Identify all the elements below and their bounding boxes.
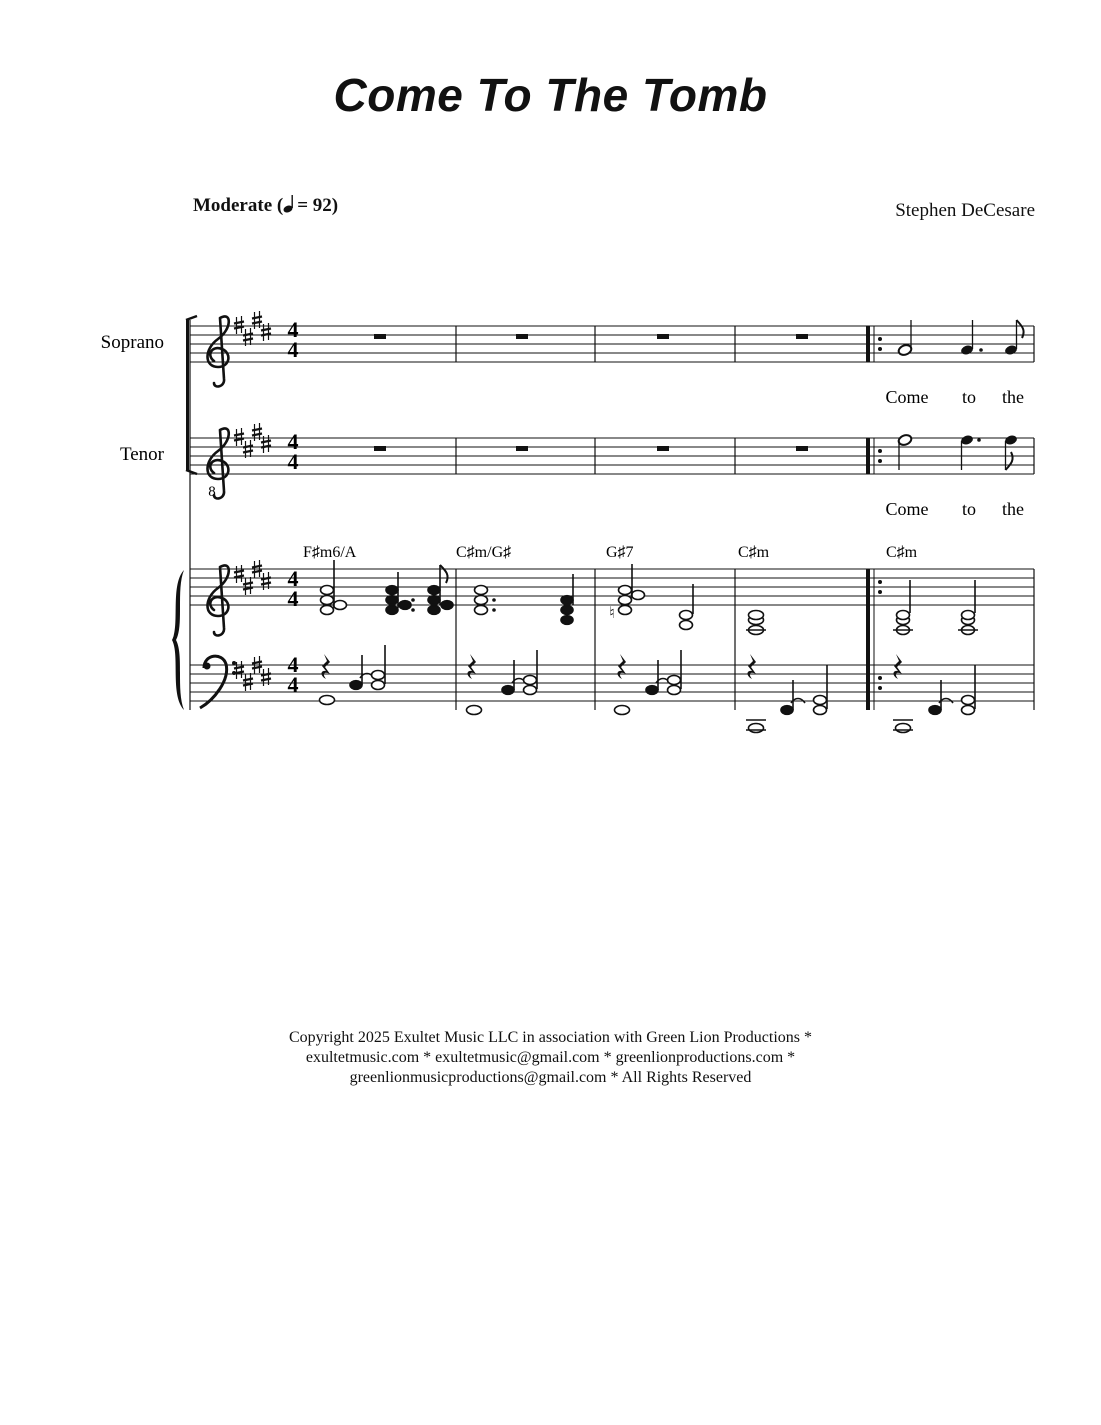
piano-treble-staff <box>190 569 1034 605</box>
composer-name: Stephen DeCesare <box>895 200 1035 221</box>
score-title: Come To The Tomb <box>333 69 768 121</box>
time-signature <box>288 317 299 697</box>
piano-right-hand-notes <box>321 560 979 635</box>
piano-bass-staff <box>190 665 1034 701</box>
chord-symbol: G♯7 <box>606 544 634 561</box>
bass-clef-icon <box>200 656 236 708</box>
time-sig-top: 4 <box>287 566 299 591</box>
repeat-sign <box>866 326 882 710</box>
chord-symbol: F♯m6/A <box>303 544 357 561</box>
soprano-notes <box>897 320 1023 357</box>
lyric-syllable: the <box>1002 387 1024 407</box>
lyric-syllable: Come <box>885 387 929 407</box>
copyright-line: greenlionmusicproductions@gmail.com * All Rights Reserved <box>349 1069 752 1086</box>
time-sig-bottom: 4 <box>287 449 299 474</box>
piano-brace <box>172 570 184 710</box>
chord-symbol: C♯m/G♯ <box>456 544 512 561</box>
treble-clef-icon <box>208 316 229 386</box>
lyric-syllable: the <box>1002 499 1024 519</box>
chord-symbol: C♯m <box>886 544 918 561</box>
piano-left-hand-notes <box>320 645 976 733</box>
copyright-notice <box>0 1028 1101 1088</box>
tempo-value: = 92) <box>297 195 339 216</box>
time-sig-top: 4 <box>287 317 299 342</box>
chord-symbol: C♯m <box>738 544 770 561</box>
time-sig-bottom: 4 <box>287 337 299 362</box>
time-sig-bottom: 4 <box>287 672 299 697</box>
lyric-syllable: to <box>961 499 977 519</box>
time-sig-top: 4 <box>287 652 299 677</box>
lyric-syllable: to <box>961 387 977 407</box>
key-signature <box>234 311 271 691</box>
treble-clef-icon <box>208 565 229 635</box>
copyright-line: Copyright 2025 Exultet Music LLC in association with Green Lion Productions * <box>288 1029 813 1046</box>
soprano-staff <box>190 326 1034 362</box>
tempo-label: Moderate ( <box>193 195 284 216</box>
choir-bracket <box>186 316 197 474</box>
time-sig-bottom: 4 <box>287 586 299 611</box>
tenor-octave-marker: 8 <box>208 484 216 500</box>
lyric-syllable: Come <box>885 499 929 519</box>
tenor-label: Tenor <box>119 444 164 465</box>
copyright-line: exultetmusic.com * exultetmusic@gmail.com * greenlionproductions.com * <box>305 1049 796 1066</box>
time-sig-top: 4 <box>287 429 299 454</box>
soprano-label: Soprano <box>100 332 164 353</box>
rests <box>322 334 903 679</box>
svg-text:♮: ♮ <box>609 603 615 622</box>
